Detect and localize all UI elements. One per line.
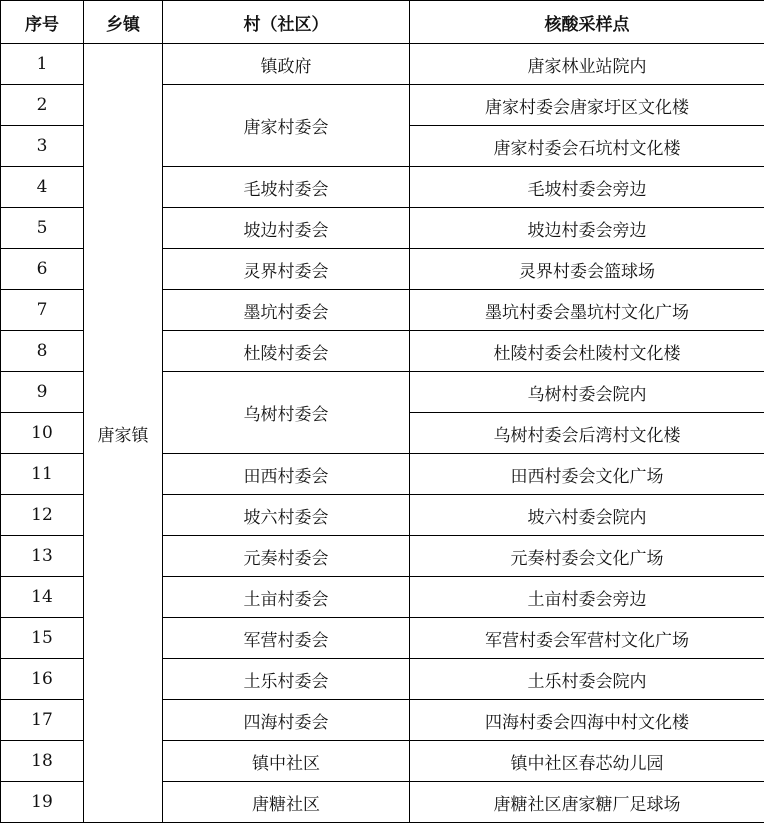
seq-cell: 15 — [1, 618, 84, 659]
header-seq: 序号 — [1, 1, 84, 44]
header-site: 核酸采样点 — [410, 1, 764, 44]
village-cell: 田西村委会 — [163, 454, 410, 495]
site-cell: 军营村委会军营村文化广场 — [410, 618, 764, 659]
village-cell: 杜陵村委会 — [163, 331, 410, 372]
header-village: 村（社区） — [163, 1, 410, 44]
village-cell: 唐糖社区 — [163, 782, 410, 823]
village-cell: 镇中社区 — [163, 741, 410, 782]
village-cell: 土亩村委会 — [163, 577, 410, 618]
site-cell: 土乐村委会院内 — [410, 659, 764, 700]
village-cell: 墨坑村委会 — [163, 290, 410, 331]
site-cell: 墨坑村委会墨坑村文化广场 — [410, 290, 764, 331]
seq-cell: 11 — [1, 454, 84, 495]
seq-cell: 5 — [1, 208, 84, 249]
seq-cell: 17 — [1, 700, 84, 741]
village-cell: 乌树村委会 — [163, 372, 410, 454]
site-cell: 四海村委会四海中村文化楼 — [410, 700, 764, 741]
site-cell: 土亩村委会旁边 — [410, 577, 764, 618]
village-cell: 四海村委会 — [163, 700, 410, 741]
site-cell: 乌树村委会院内 — [410, 372, 764, 413]
town-cell: 唐家镇 — [84, 44, 163, 823]
site-cell: 杜陵村委会杜陵村文化楼 — [410, 331, 764, 372]
site-cell: 唐家村委会唐家圩区文化楼 — [410, 85, 764, 126]
site-cell: 乌树村委会后湾村文化楼 — [410, 413, 764, 454]
seq-cell: 12 — [1, 495, 84, 536]
seq-cell: 13 — [1, 536, 84, 577]
site-cell: 毛坡村委会旁边 — [410, 167, 764, 208]
site-cell: 坡边村委会旁边 — [410, 208, 764, 249]
seq-cell: 8 — [1, 331, 84, 372]
site-cell: 坡六村委会院内 — [410, 495, 764, 536]
village-cell: 土乐村委会 — [163, 659, 410, 700]
seq-cell: 9 — [1, 372, 84, 413]
site-cell: 唐糖社区唐家糖厂足球场 — [410, 782, 764, 823]
header-town: 乡镇 — [84, 1, 163, 44]
seq-cell: 14 — [1, 577, 84, 618]
village-cell: 唐家村委会 — [163, 85, 410, 167]
seq-cell: 2 — [1, 85, 84, 126]
village-cell: 毛坡村委会 — [163, 167, 410, 208]
table-header-row — [1, 1, 764, 44]
site-cell: 灵界村委会篮球场 — [410, 249, 764, 290]
seq-cell: 7 — [1, 290, 84, 331]
seq-cell: 6 — [1, 249, 84, 290]
seq-cell: 4 — [1, 167, 84, 208]
village-cell: 军营村委会 — [163, 618, 410, 659]
seq-cell: 1 — [1, 44, 84, 85]
seq-cell: 18 — [1, 741, 84, 782]
seq-cell: 19 — [1, 782, 84, 823]
village-cell: 坡边村委会 — [163, 208, 410, 249]
village-cell: 坡六村委会 — [163, 495, 410, 536]
table-row — [1, 44, 764, 85]
village-cell: 元奏村委会 — [163, 536, 410, 577]
site-cell: 田西村委会文化广场 — [410, 454, 764, 495]
site-cell: 元奏村委会文化广场 — [410, 536, 764, 577]
seq-cell: 10 — [1, 413, 84, 454]
village-cell: 镇政府 — [163, 44, 410, 85]
seq-cell: 16 — [1, 659, 84, 700]
village-cell: 灵界村委会 — [163, 249, 410, 290]
site-cell: 镇中社区春芯幼儿园 — [410, 741, 764, 782]
site-cell: 唐家村委会石坑村文化楼 — [410, 126, 764, 167]
seq-cell: 3 — [1, 126, 84, 167]
site-cell: 唐家林业站院内 — [410, 44, 764, 85]
